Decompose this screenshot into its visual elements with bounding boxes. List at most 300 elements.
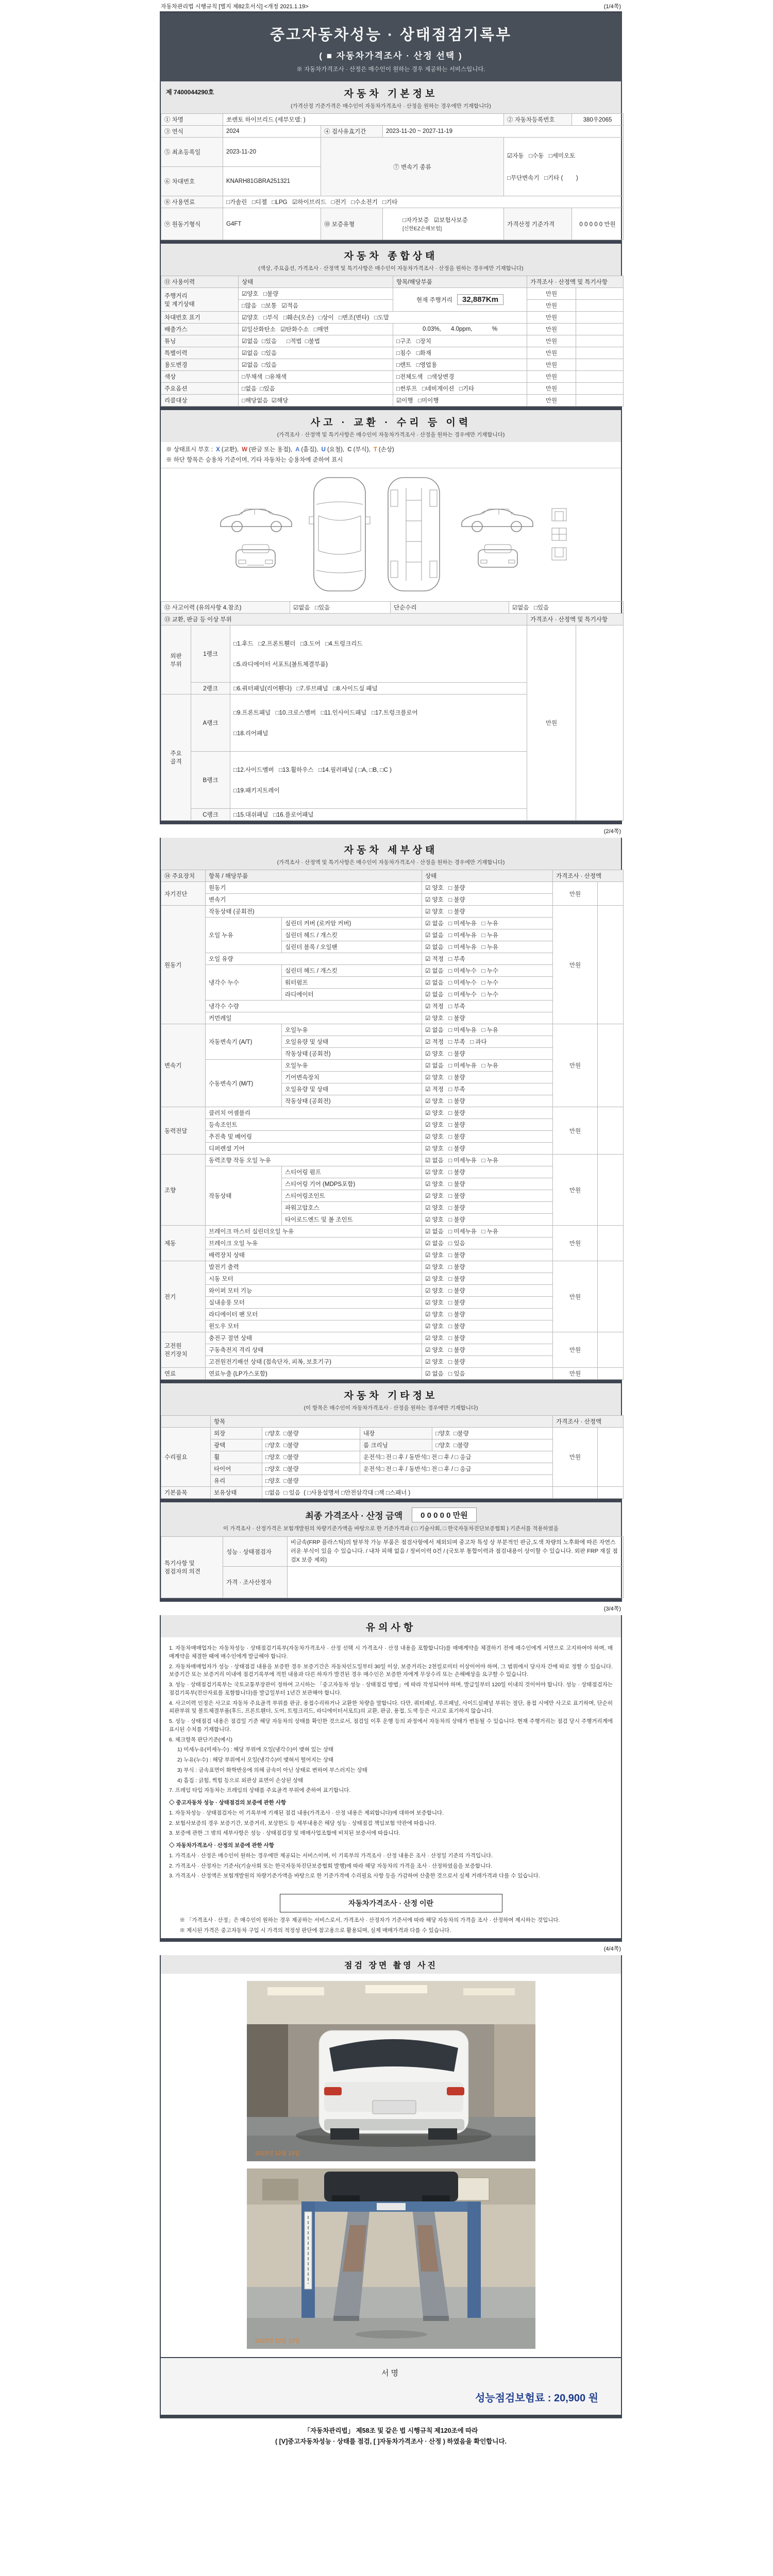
note-cell xyxy=(576,312,624,324)
state-checkboxes[interactable]: ☑ 없음 □ 미세누유 □ 누유 xyxy=(422,941,553,953)
note-cell xyxy=(598,906,624,1024)
tire-checkboxes[interactable]: □양호 □불량 xyxy=(262,1463,360,1475)
price-cell: 만원 xyxy=(527,288,576,300)
state-checkboxes[interactable]: ☑ 양호 □ 불량 xyxy=(422,1202,553,1214)
item-label: 라디에이터 팬 모터 xyxy=(206,1309,422,1320)
note-cell xyxy=(576,288,624,300)
cross-section-icon xyxy=(550,546,568,562)
state-checkboxes[interactable]: ☑ 양호 □ 불량 xyxy=(422,1214,553,1226)
notice-subitem: 2) 누유(누수) : 해당 부위에서 오일(냉각수)이 맺혀서 떨어지는 상태 xyxy=(177,1757,334,1764)
field-label-reg-no: ② 자동차등록번호 xyxy=(504,114,572,126)
item-label: 실린더 헤드 / 개스킷 xyxy=(282,929,422,941)
footer-line-1: 「자동차관리법」 제58조 및 같은 법 시행규칙 제120조에 따라 xyxy=(304,2427,478,2434)
notice-item: 7. 프레임 타입 자동차는 프레임의 상태를 주요골격 부위에 준하여 표기합니다. xyxy=(169,1787,351,1794)
opinion-appraiser-label: 가격 · 조사산정자 xyxy=(223,1567,288,1598)
item-label: 오일누유 xyxy=(282,1060,422,1072)
state-checkboxes[interactable]: ☑ 양호 □ 불량 xyxy=(422,1048,553,1060)
accident-history-subtitle: (가격조사 · 산정액 및 특기사항은 매수인이 자동차가격조사 · 산정을 원하는 경우에만 기재합니다) xyxy=(277,432,505,438)
device-high-voltage xyxy=(161,1332,206,1368)
rank-b-options-line2[interactable]: □19.패키지트레이 xyxy=(233,788,280,794)
notice-subitem: 4) 흠집 : 긁힘, 찍힘 등으로 외관상 표면이 손상된 상태 xyxy=(177,1777,304,1784)
state-checkboxes[interactable]: ☑ 양호 □ 불량 xyxy=(422,894,553,906)
group-label-frame-line2: 골격 xyxy=(170,759,182,765)
price-cell: 만원 xyxy=(553,1428,598,1487)
note-cell xyxy=(576,300,624,312)
tuning-type-checkboxes[interactable]: □구조 □장치 xyxy=(393,335,527,347)
state-checkboxes[interactable]: ☑ 없음 □ 미세누유 □ 누유 xyxy=(422,929,553,941)
color-checkboxes[interactable]: □무채색 □유채색 xyxy=(239,371,393,383)
state-checkboxes[interactable]: ☑ 없음 □ 있음 xyxy=(422,1238,553,1249)
group-label-frame-line1: 주요 xyxy=(170,751,182,757)
signature-label: 서명 xyxy=(381,2368,400,2378)
price-cell: 만원 xyxy=(553,1155,598,1226)
page-mark-4: (4/4쪽) xyxy=(603,1945,621,1952)
overall-col-item: 항목/해당부품 xyxy=(393,276,527,288)
state-checkboxes[interactable]: ☑ 양호 □ 불량 xyxy=(422,1356,553,1368)
group-label-outer-panel xyxy=(161,625,191,694)
row-label-polish: 광택 xyxy=(211,1439,262,1451)
state-checkboxes[interactable]: ☑ 양호 □ 불량 xyxy=(422,882,553,894)
state-checkboxes[interactable]: ☑ 양호 □ 불량 xyxy=(422,1095,553,1107)
group-label-main-frame xyxy=(161,694,191,821)
notice-item: 2. 자동차매매업자가 성능 · 상태점검 내용을 보증한 경우 보증기간은 자동차인도일부터 30일 이상, 보증거리는 2천킬로미터 이상이어야 하며, 그 범위에서 당사자 간에 따로 정할 수 있습니다. 보증기간 또는 보증거리 이내에 점검기록부에 적힌 내용과 다른 하자가 발견된 경우 매수인은 보증한 자에게 무상수리 또는 손해배상을 요구할 수 있습니다. xyxy=(169,1663,613,1678)
opinion-label xyxy=(161,1537,223,1598)
device-engine: 원동기 xyxy=(161,906,206,1024)
price-cell: 만원 xyxy=(553,1261,598,1332)
photo-2-timestamp: 2023년 12월 13일 xyxy=(255,2337,300,2344)
usage-change-checkboxes[interactable]: ☑없음 □있음 xyxy=(239,359,393,371)
state-checkboxes[interactable]: ☑ 없음 □ 미세누수 □ 누수 xyxy=(422,989,553,1001)
other-info-title: 자동차 기타정보 xyxy=(344,1391,438,1401)
section-block-photos xyxy=(160,1955,622,2418)
item-label: 디퍼렌셜 기어 xyxy=(206,1143,422,1155)
notice-item: 3. 성능 · 상태점검기록부는 국토교통부장관이 정하여 고시하는 「중고자동차 성능 · 상태점검 방법」에 따라 작성되어야 하며, 발급일부터 120일 이내의 것이어야 합니다. 성능 · 상태점검자는 점검기록부(전산자료를 포함합니다)를 발급일부터 1년간 보관해야 합니다. xyxy=(169,1682,613,1696)
cross-section-icon xyxy=(550,507,568,522)
inspection-photo-2 xyxy=(247,2168,535,2349)
state-checkboxes[interactable]: ☑ 양호 □ 불량 xyxy=(422,1344,553,1356)
state-checkboxes[interactable]: ☑ 양호 □ 불량 xyxy=(422,906,553,918)
price-survey-line: ※ 제시된 가격은 중고자동차 구입 시 가격의 적정성 판단에 참고용으로 활용되며, 실제 매매가격과 다를 수 있습니다. xyxy=(179,1927,451,1934)
row-label-holding-state: 보유상태 xyxy=(211,1487,262,1499)
legend-desc-x: (교환), xyxy=(221,447,239,453)
item-label: 오일유량 및 상태 xyxy=(282,1036,422,1048)
options-checkboxes[interactable]: □없음 □있음 xyxy=(239,383,393,395)
note-cell xyxy=(598,1332,624,1368)
state-checkboxes[interactable]: ☑ 없음 □ 미세누유 □ 누유 xyxy=(422,918,553,929)
state-checkboxes[interactable]: ☑ 양호 □ 불량 xyxy=(422,1012,553,1024)
item-group-steering-op: 작동상태 xyxy=(206,1166,282,1226)
price-cell: 만원 xyxy=(527,395,576,406)
overall-status-table xyxy=(161,276,624,406)
notice-item: 1. 자동차매매업자는 자동차성능 · 상태점검기록부(자동차가격조사 · 산정 선택 시 가격조사 · 산정 내용을 포함합니다)를 매매계약을 체결하기 전에 매수인에게 서면으로 고지하여야 하며, 매매계약을 체결한 때에 매수인에게 발급해야 합니다. xyxy=(169,1645,613,1659)
form-law-label: 자동차관리법 시행규칙 [별지 제82호서식] <개정 2021.1.19> xyxy=(161,4,309,10)
state-checkboxes[interactable]: ☑ 없음 □ 미세누수 □ 누수 xyxy=(422,977,553,989)
other-info-band xyxy=(161,1380,621,1415)
price-cell: 만원 xyxy=(527,383,576,395)
state-checkboxes[interactable]: ☑ 양호 □ 불량 xyxy=(422,1309,553,1320)
state-checkboxes[interactable]: ☑ 적정 □ 부족 xyxy=(422,953,553,965)
note-cell xyxy=(598,1368,624,1380)
other-info-table xyxy=(161,1415,624,1499)
accident-history-checkboxes[interactable]: ☑없음 □있음 xyxy=(290,602,391,614)
note-cell xyxy=(598,882,624,906)
item-label: 라디에이터 xyxy=(282,989,422,1001)
rank-2-checkboxes[interactable]: □6.쿼터패널(리어휀다) □7.루브패널 □8.사이드실 패널 xyxy=(230,683,527,694)
item-label: 오일누유 xyxy=(282,1024,422,1036)
price-cell: 만원 xyxy=(553,882,598,906)
notices-title: 유의사항 xyxy=(365,1622,416,1634)
emission-checkboxes[interactable]: ☑일산화탄소 ☑탄화수소 □매연 xyxy=(239,324,393,335)
item-label: 등속조인트 xyxy=(206,1119,422,1131)
item-label: 작동상태 (공회전) xyxy=(206,906,422,918)
overall-status-band xyxy=(161,240,621,276)
notice-item: 6. 체크항목 판단기준(예시) xyxy=(169,1736,233,1743)
row-label-vin-marking: 차대번호 표기 xyxy=(161,312,239,324)
note-cell xyxy=(598,1226,624,1261)
tire-position-checkboxes[interactable]: 운전석□ 전 □ 후 / 동반석□ 전 □ 후 / □ 응급 xyxy=(360,1463,553,1475)
item-label: 스티어링 기어 (MDPS포함) xyxy=(282,1178,422,1190)
detail-col-price: 가격조사 · 산정액 xyxy=(553,870,624,882)
row-label-recall: 리콜대상 xyxy=(161,395,239,406)
recall-done-checkboxes[interactable]: ☑이행 □미이행 xyxy=(393,395,527,406)
row-label-glass: 유리 xyxy=(211,1475,262,1487)
final-price-value: 0 0 0 0 0 만원 xyxy=(412,1507,477,1522)
photos-title: 점검 장면 촬영 사진 xyxy=(344,1961,438,1970)
car-diagram-front xyxy=(230,541,281,571)
special-history-checkboxes[interactable]: ☑없음 □있음 xyxy=(239,347,393,359)
legend-code-c: C xyxy=(347,447,352,453)
tuning-checkboxes[interactable]: ☑없음 □있음 □적법 □불법 xyxy=(239,335,393,347)
room-cleaning-checkboxes[interactable]: □양호 □불량 xyxy=(432,1439,553,1451)
report-subtitle: ( ■ 자동차가격조사 · 산정 선택 ) xyxy=(319,51,463,61)
notice-item: 5. 성능 · 상태점검 내용은 점검일 기준 해당 자동차의 상태를 확인한 것으로서, 점검일 이후 운행 등의 과정에서 자동차의 상태가 변동될 수 있습니다. 현재 주행거리는 점검 당시 주행거리계에 표시된 수치를 기재합니다. xyxy=(169,1718,613,1733)
item-label: 와이퍼 모터 기능 xyxy=(206,1285,422,1297)
device-transmission: 변속기 xyxy=(161,1024,206,1107)
rank-c-checkboxes[interactable]: □15.대쉬패널 □16.플로어패널 xyxy=(230,809,527,821)
accident-legend xyxy=(161,442,621,468)
note-cell xyxy=(576,335,624,347)
device-brake: 제동 xyxy=(161,1226,206,1261)
current-mileage-label: 현재 주행거리 xyxy=(416,297,452,303)
item-label: 배력장치 상태 xyxy=(206,1249,422,1261)
field-label-base-price: 가격산정 기준가격 xyxy=(504,208,572,240)
price-survey-info xyxy=(161,1889,621,1938)
state-checkboxes[interactable]: ☑ 양호 □ 불량 xyxy=(422,1249,553,1261)
wheel-checkboxes[interactable]: □양호 □불량 xyxy=(262,1451,360,1463)
row-label-mileage-line1: 주행거리 xyxy=(164,293,188,299)
current-mileage-cell xyxy=(393,288,527,312)
row-label-tire: 타이어 xyxy=(211,1463,262,1475)
state-checkboxes[interactable]: ☑ 양호 □ 불량 xyxy=(422,1320,553,1332)
note-cell xyxy=(598,1107,624,1155)
options-type-checkboxes[interactable]: □썬루프 □네비게이션 □기타 xyxy=(393,383,527,395)
price-cell: 만원 xyxy=(527,625,576,821)
item-label: 냉각수 수량 xyxy=(206,1001,422,1012)
field-label-engine-type: ⑨ 원동기형식 xyxy=(161,208,223,240)
field-label-car-name: ① 차명 xyxy=(161,114,223,126)
final-price-label: 최종 가격조사 · 산정 금액 xyxy=(305,1511,403,1521)
page-mark-3: (3/4쪽) xyxy=(603,1606,621,1613)
basic-info-title: 자동차 기본정보 xyxy=(344,89,438,99)
row-label-usage-change: 용도변경 xyxy=(161,359,239,371)
row-label-mileage-line2: 및 계기상태 xyxy=(164,301,195,308)
warranty-options[interactable]: □자가보증 ☑보험사보증 xyxy=(402,217,468,224)
basic-info-table xyxy=(161,113,624,240)
detail-col-item: 항목 / 해당부품 xyxy=(206,870,422,882)
row-label-simple-repair: 단순수리 xyxy=(391,602,509,614)
device-steering: 조향 xyxy=(161,1155,206,1226)
legend-code-a: A xyxy=(295,447,300,453)
transmission-checkboxes[interactable] xyxy=(504,138,624,196)
notice-item: 2. 가격조사 · 산정자는 기준서(기술사회 또는 한국자동차진단보증협회 발행)에 따라 해당 자동차의 가격을 조사 · 산정하였음을 보증합니다. xyxy=(169,1862,493,1869)
page-mark-1: (1/4쪽) xyxy=(603,4,621,10)
note-cell xyxy=(598,1261,624,1332)
state-checkboxes[interactable]: ☑ 양호 □ 불량 xyxy=(422,1285,553,1297)
top-label-line xyxy=(160,2,622,11)
color-change-checkboxes[interactable]: □전체도색 □색상변경 xyxy=(393,371,527,383)
row-label-wheel: 휠 xyxy=(211,1451,262,1463)
state-checkboxes[interactable]: ☑ 양호 □ 불량 xyxy=(422,1261,553,1273)
legend-code-w: W xyxy=(242,447,247,453)
other-info-subtitle: (이 항목은 매수인이 자동차가격조사 · 산정을 원하는 경우에만 기재합니다) xyxy=(304,1405,478,1411)
transmission-options-line2[interactable]: □무단변속기 □기타 ( ) xyxy=(507,175,578,181)
row-label-room-cleaning: 룸 크리닝 xyxy=(360,1439,432,1451)
rank-a-checkboxes[interactable] xyxy=(230,694,527,752)
group-label-basic-items: 기본품목 xyxy=(161,1487,211,1499)
legend-code-u: U xyxy=(321,447,326,453)
detail-status-title: 자동차 세부상태 xyxy=(344,845,438,856)
state-checkboxes[interactable]: ☑ 적정 □ 부족 xyxy=(422,1083,553,1095)
rank-label-2: 2랭크 xyxy=(191,683,230,694)
item-label: 윈도우 모터 xyxy=(206,1320,422,1332)
state-checkboxes[interactable]: ☑ 없음 □ 미세누유 □ 누유 xyxy=(422,1155,553,1166)
note-cell xyxy=(598,1024,624,1107)
state-checkboxes[interactable]: ☑ 양호 □ 불량 xyxy=(422,1143,553,1155)
glass-checkboxes[interactable]: □양호 □불량 xyxy=(262,1475,553,1487)
price-cell: 만원 xyxy=(553,1024,598,1107)
wheel-position-checkboxes[interactable]: 운전석□ 전 □ 후 / 동반석□ 전 □ 후 / □ 응급 xyxy=(360,1451,553,1463)
car-diagram-underbody xyxy=(382,474,445,594)
accident-history-title: 사고 · 교환 · 수리 등 이력 xyxy=(310,417,472,428)
item-group-oil-leak: 오일 누유 xyxy=(206,918,282,953)
state-checkboxes[interactable]: ☑ 적정 □ 부족 □ 과다 xyxy=(422,1036,553,1048)
footer-confirmation xyxy=(160,2418,622,2448)
state-checkboxes[interactable]: ☑ 양호 □ 불량 xyxy=(422,1332,553,1344)
recall-checkboxes[interactable]: □해당없음 ☑해당 xyxy=(239,395,393,406)
current-mileage-value: 32,887Km xyxy=(457,294,503,305)
page-mark-2: (2/4쪽) xyxy=(603,828,621,835)
state-checkboxes[interactable]: ☑ 양호 □ 불량 xyxy=(422,1273,553,1285)
field-value-first-reg-date: 2023-11-20 xyxy=(223,138,321,167)
rank-b-options-line1[interactable]: □12.사이드멤버 □13.휠하우스 □14.필러패널 ( □A, □B, □C ) xyxy=(233,767,392,773)
row-label-tuning: 튜닝 xyxy=(161,335,239,347)
row-label-mileage xyxy=(161,288,239,312)
item-label: 충전구 절연 상태 xyxy=(206,1332,422,1344)
rank-label-1: 1랭크 xyxy=(191,625,230,683)
notice-item: 1. 가격조사 · 산정은 매수인이 원하는 경우에만 제공되는 서비스이며, 이 기록부의 가격조사 · 산정 내용은 조사 · 산정일 기준의 가격입니다. xyxy=(169,1852,493,1859)
state-checkboxes[interactable]: ☑ 없음 □ 미세누수 □ 누수 xyxy=(422,965,553,977)
inspection-report-document xyxy=(160,2,622,2447)
row-label-emission: 배출가스 xyxy=(161,324,239,335)
legend-desc-u: (요철), xyxy=(327,447,345,453)
state-checkboxes[interactable]: ☑ 양호 □ 불량 xyxy=(422,1178,553,1190)
accident-history-band xyxy=(161,406,621,442)
item-label: 추진축 및 베어링 xyxy=(206,1131,422,1143)
rank-1-checkboxes[interactable] xyxy=(230,625,527,683)
row-label-special-history: 특별이력 xyxy=(161,347,239,359)
opinion-inspector-text: 비금속(FRP 플라스틱)의 탈부착 가능 부품은 점검사항에서 제외되며 중고차 특성 상 부분적인 판금,도색 차량의 노후화에 따른 자연스러운 부식이 있을 수 있습니다. / 내차 피해 없음 / 정비이력 0건 / (국토부 통합이력과 점검내용이 상이할 수 있습니다. 외판 FRP 재질 점검X 보증 제외) xyxy=(288,1537,624,1567)
item-label: 오일유량 및 상태 xyxy=(282,1083,422,1095)
state-checkboxes[interactable]: ☑ 양호 □ 불량 xyxy=(422,1131,553,1143)
device-hv-line1: 고전원 xyxy=(164,1343,182,1349)
rank-b-checkboxes[interactable] xyxy=(230,752,527,809)
legend-desc-a: (흠집), xyxy=(301,447,318,453)
detail-status-table xyxy=(161,870,624,1380)
item-label: 오일 유량 xyxy=(206,953,422,965)
item-label: 연료누출 (LP가스포함) xyxy=(206,1368,422,1380)
row-label-accident-history: ⑫ 사고이력 (유의사항 4.참조) xyxy=(161,602,290,614)
mileage-amount-checkboxes[interactable]: □많음 □보통 ☑적음 xyxy=(239,300,393,312)
state-checkboxes[interactable]: ☑ 양호 □ 불량 xyxy=(422,1107,553,1119)
legend-desc-w: (판금 또는 용접), xyxy=(248,447,292,453)
item-group-mt: 수동변속기 (M/T) xyxy=(206,1060,282,1107)
vin-marking-checkboxes[interactable]: ☑양호 □부식 □훼손(오손) □상이 □변조(변타) □도말 xyxy=(239,312,527,324)
rank-label-b: B랭크 xyxy=(191,752,230,809)
device-electrical: 전기 xyxy=(161,1261,206,1332)
note-cell xyxy=(576,347,624,359)
final-price-note: 이 가격조사 · 산정가격은 보험개발원의 차량기준가액을 바탕으로 한 기준가격과 ( □ 기술사회, □ 한국자동차진단보증협회 ) 기준서를 적용하였음 xyxy=(223,1526,559,1532)
device-hv-line2: 전기장치 xyxy=(164,1351,188,1358)
state-checkboxes[interactable]: ☑ 양호 □ 불량 xyxy=(422,1190,553,1202)
price-cell: 만원 xyxy=(553,1368,598,1380)
state-checkboxes[interactable]: ☑ 적정 □ 부족 xyxy=(422,1001,553,1012)
item-label: 타이로드엔드 및 볼 조인트 xyxy=(282,1214,422,1226)
state-checkboxes[interactable]: ☑ 양호 □ 불량 xyxy=(422,1072,553,1083)
field-value-base-price: 0 0 0 0 0 만원 xyxy=(572,208,624,240)
gauge-state-checkboxes[interactable]: ☑양호 □불량 xyxy=(239,288,393,300)
photo-1-timestamp: 2023년 12월 13일 xyxy=(255,2150,300,2157)
warranty-checkboxes[interactable] xyxy=(383,208,504,240)
holding-state-checkboxes[interactable]: □없음 □ 있음 ( □사용설명서 □안전삼각대 □잭 □스패너 ) xyxy=(262,1487,553,1499)
inspection-photo-1 xyxy=(247,1981,535,2161)
field-label-inspection-period: ④ 검사유효기간 xyxy=(321,126,383,138)
item-label: 스티어링 펌프 xyxy=(282,1166,422,1178)
detail-status-band xyxy=(161,838,621,870)
notice-section-heading: ◇ 중고자동차 성능 · 상태점검의 보증에 관한 사항 xyxy=(169,1800,287,1806)
notices-band xyxy=(161,1615,621,1637)
inspection-photos xyxy=(161,1974,621,2357)
photos-band xyxy=(161,1955,621,1974)
price-cell: 만원 xyxy=(527,312,576,324)
item-label: 실내송풍 모터 xyxy=(206,1297,422,1309)
item-group-coolant-leak: 냉각수 누수 xyxy=(206,965,282,1001)
price-cell: 만원 xyxy=(527,347,576,359)
rank-1-options-line2[interactable]: □5.라디에이터 서포트(볼트체결부품) xyxy=(233,662,328,668)
state-checkboxes[interactable]: ☑ 양호 □ 불량 xyxy=(422,1297,553,1309)
other-col-blank xyxy=(161,1416,211,1428)
car-diagram-rear xyxy=(472,541,524,571)
legend-desc-c: (부식), xyxy=(353,447,371,453)
overall-col-state: 상태 xyxy=(239,276,393,288)
price-cell: 만원 xyxy=(553,1107,598,1155)
detail-col-device: ⑭ 주요장치 xyxy=(161,870,206,882)
group-label-outer-line2: 부위 xyxy=(170,661,182,668)
state-checkboxes[interactable]: ☑ 양호 □ 불량 xyxy=(422,1166,553,1178)
group-label-repair-needed: 수리필요 xyxy=(161,1428,211,1487)
item-label: 브레이크 마스터 실린더오일 누유 xyxy=(206,1226,422,1238)
item-label: 작동상태 (공회전) xyxy=(282,1048,422,1060)
field-label-warranty-type: ⑩ 보증유형 xyxy=(321,208,383,240)
item-label: 클러치 어셈블리 xyxy=(206,1107,422,1119)
rank-label-a: A랭크 xyxy=(191,694,230,752)
polish-checkboxes[interactable]: □양호 □불량 xyxy=(262,1439,360,1451)
insurance-fee: 성능점검보험료 : 20,900 원 xyxy=(475,2392,598,2404)
opinion-inspector-label: 성능 · 상태점검자 xyxy=(223,1537,288,1567)
final-price-row xyxy=(161,1507,621,1522)
price-cell: 만원 xyxy=(527,335,576,347)
basic-info-band xyxy=(161,81,621,113)
exterior-checkboxes[interactable]: □양호 □불량 xyxy=(262,1428,360,1439)
price-cell: 만원 xyxy=(527,359,576,371)
usage-change-type-checkboxes[interactable]: □렌트 □영업용 xyxy=(393,359,527,371)
rank-a-options-line2[interactable]: □18.리어패널 xyxy=(233,731,268,737)
state-checkboxes[interactable]: ☑ 없음 □ 있음 xyxy=(422,1368,553,1380)
simple-repair-checkboxes[interactable]: ☑없음 □있음 xyxy=(509,602,624,614)
emission-values: 0.03%, 4.0ppm, % xyxy=(393,324,527,335)
special-history-type-checkboxes[interactable]: □침수 □화재 xyxy=(393,347,527,359)
note-cell xyxy=(598,1428,624,1487)
rank-1-options-line1[interactable]: □1.후드 □2.프론트휀더 □3.도어 □4.트렁크리드 xyxy=(233,641,363,647)
field-label-model-year: ③ 연식 xyxy=(161,126,223,138)
rank-label-c: C랭크 xyxy=(191,809,230,821)
note-cell xyxy=(576,625,624,821)
notice-item: 3. 보증에 관한 그 밖의 세부사항은 성능 · 상태점검장 및 매매사업조합에 비치된 보증서에 따릅니다. xyxy=(169,1830,400,1837)
device-power-train: 동력전달 xyxy=(161,1107,206,1155)
final-price-band xyxy=(161,1499,621,1536)
item-label: 파워고압호스 xyxy=(282,1202,422,1214)
legend-code-t: T xyxy=(373,447,377,453)
price-survey-box-title: 자동차가격조사 · 산정 이란 xyxy=(280,1894,502,1912)
fuel-checkboxes[interactable]: □가솔린 □디젤 □LPG ☑하이브리드 □전기 □수소전기 □기타 xyxy=(223,196,624,208)
item-label: 동력조향 작동 오일 누유 xyxy=(206,1155,422,1166)
report-title-header xyxy=(160,11,622,81)
state-checkboxes[interactable]: ☑ 없음 □ 미세누유 □ 누유 xyxy=(422,1060,553,1072)
legend-code-x: X xyxy=(216,447,220,453)
price-cell: 만원 xyxy=(527,300,576,312)
signature-section xyxy=(161,2357,621,2415)
rank-a-options-line1[interactable]: □9.프론트패널 □10.크로스멤버 □11.인사이드패널 □17.트렁크플로어 xyxy=(233,710,418,716)
notice-item: 2. 보험사보증의 경우 보증기간, 보증거리, 보상한도 등 세부내용은 해당 성능 · 상태점검 책임보험 약관에 따릅니다. xyxy=(169,1820,436,1826)
item-group-at: 자동변속기 (A/T) xyxy=(206,1024,282,1060)
inspector-opinion-table xyxy=(161,1536,624,1598)
interior-checkboxes[interactable]: □양호 □불량 xyxy=(432,1428,553,1439)
state-checkboxes[interactable]: ☑ 없음 □ 미세누유 □ 누유 xyxy=(422,1024,553,1036)
overall-status-title: 자동차 종합상태 xyxy=(344,251,438,262)
notice-section-heading: ◇ 자동차가격조사 · 산정의 보증에 관한 사항 xyxy=(169,1842,274,1849)
field-value-car-name: 쏘렌토 하이브리드 (세부모델: ) xyxy=(223,114,504,126)
row-label-options: 주요옵션 xyxy=(161,383,239,395)
field-value-inspection-period: 2023-11-20 ~ 2027-11-19 xyxy=(383,126,624,138)
transmission-options-line1[interactable]: ☑자동 □수동 □세미오토 xyxy=(507,153,576,159)
report-number: 제 7400044290호 xyxy=(166,89,214,96)
item-label: 작동상태 (공회전) xyxy=(282,1095,422,1107)
state-checkboxes[interactable]: ☑ 양호 □ 불량 xyxy=(422,1119,553,1131)
notice-item: 4. 사고이력 인정은 사고로 자동차 주요골격 부위를 판금, 용접수리하거나 교환한 차량을 말합니다. 다만, 쿼터패널, 루프패널, 사이드실패널 부위는 절단, 용접 시에만 사고로 표기하며, 단순히 외판부위 및 볼트체결부품(후드, 프론트휀더, 도어, 트렁크리드, 라디에이터서포트)의 교환, 판금, 용접, 도색 등은 사고로 표기하지 않습니다. xyxy=(169,1700,613,1715)
price-cell: 만원 xyxy=(527,324,576,335)
opinion-appraiser-text xyxy=(288,1567,624,1598)
state-checkboxes[interactable]: ☑ 없음 □ 미세누유 □ 누유 xyxy=(422,1226,553,1238)
price-cell: 만원 xyxy=(527,371,576,383)
